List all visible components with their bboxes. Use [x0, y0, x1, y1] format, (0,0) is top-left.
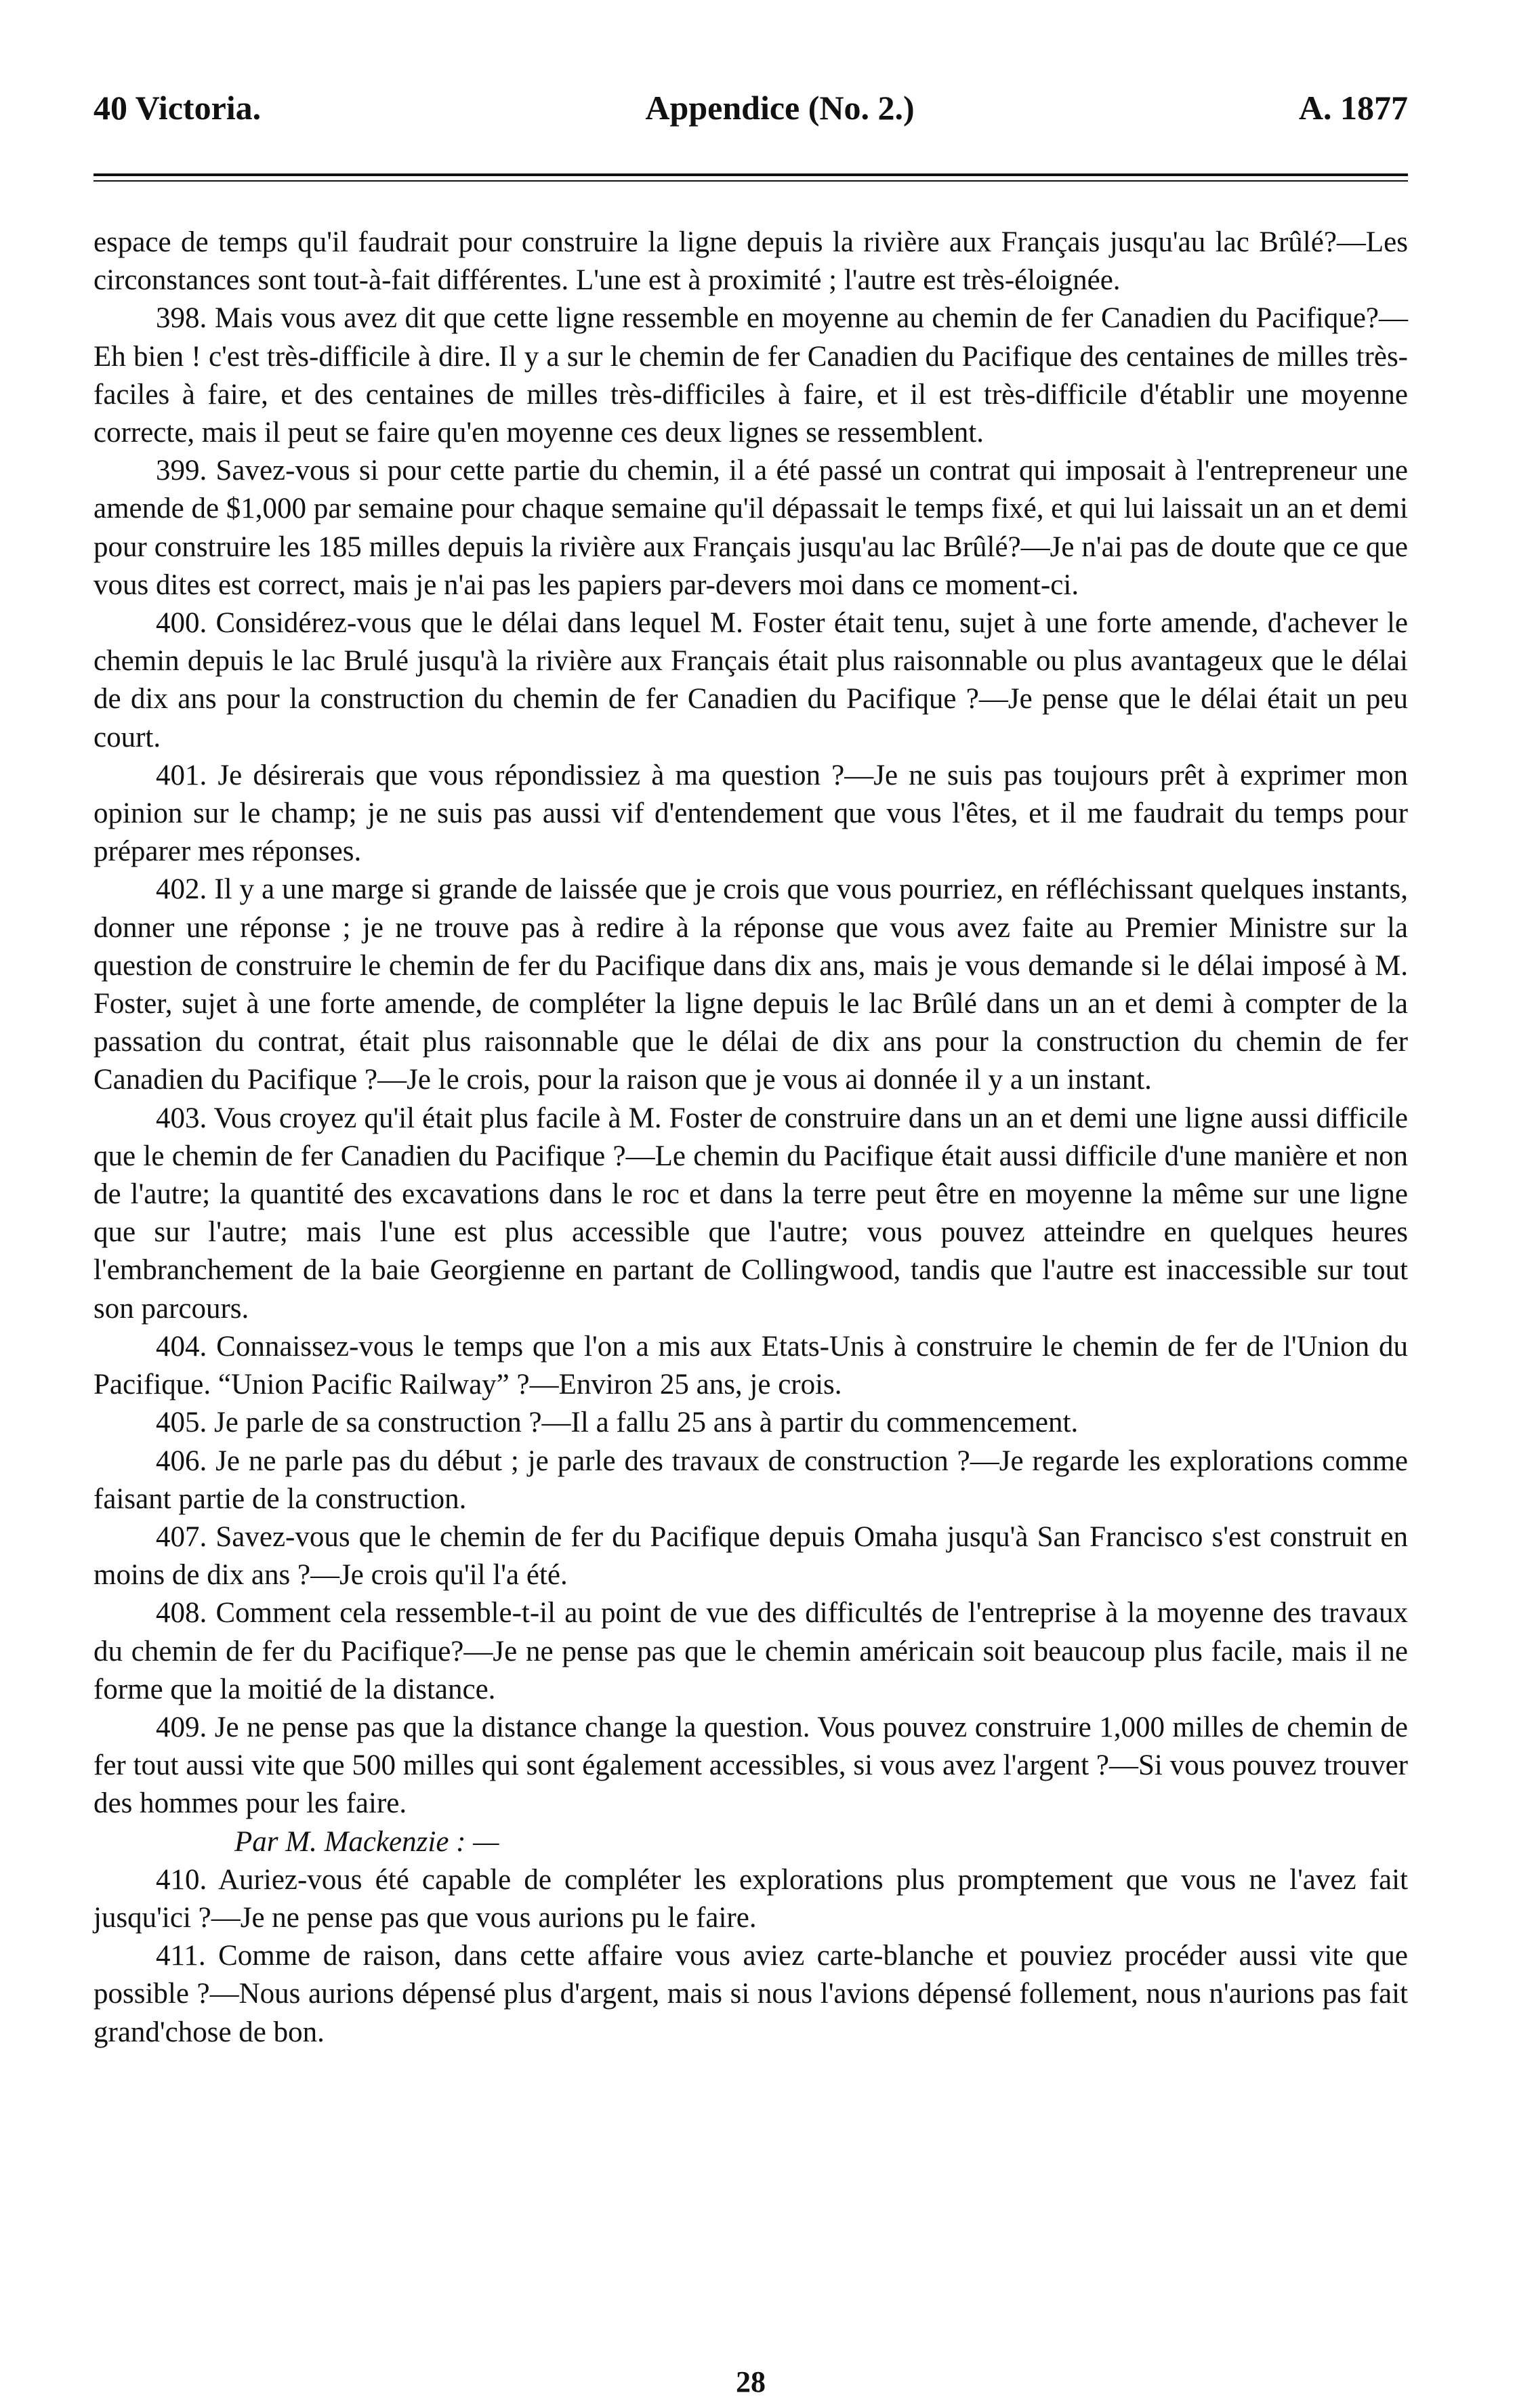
question-402: 402. Il y a une marge si grande de laissée que je crois que vous pourriez, en réfléchissant quelques instants, donner une réponse ; je ne trouve pas à redire à la réponse que vous avez faite au Premier Ministre sur la question de construire le chemin de fer du Pacifique dans dix ans, mais je vous demande si le délai imposé à M. Foster, sujet à une forte amende, de compléter la ligne depuis le lac Brûlé dans un an et demi à compter de la passation du contrat, était plus raisonnable que le délai de dix ans pour la construction du chemin de fer Canadien du Pacifique ?—Je le crois, pour la raison que je vous ai donnée il y a un instant. [94, 873, 1408, 1096]
question-408: 408. Comment cela ressemble-t-il au point de vue des difficultés de l'entreprise à la moyenne des travaux du chemin de fer du Pacifique?—Je ne pense pas que le chemin américain soit beaucoup plus facile, mais il ne forme que la moitié de la distance. [94, 1597, 1408, 1705]
question-407: 407. Savez-vous que le chemin de fer du Pacifique depuis Omaha jusqu'à San Francisco s'est construit en moins de dix ans ?—Je crois qu'il l'a été. [94, 1520, 1408, 1592]
question-400: 400. Considérez-vous que le délai dans lequel M. Foster était tenu, sujet à une forte amende, d'achever le chemin depuis le lac Brulé jusqu'à la rivière aux Français était plus raisonnable ou plus avantageux que le délai de dix ans pour la construction du chemin de fer Canadien du Pacifique ?—Je pense que le délai était un peu court. [94, 607, 1408, 753]
question-398: 398. Mais vous avez dit que cette ligne ressemble en moyenne au chemin de fer Canadien du Pacifique?—Eh bien ! c'est très-difficile à dire. Il y a sur le chemin de fer Canadien du Pacifique des centaines de milles très-faciles à faire, et des centaines de milles très-difficiles à faire, et il est très-difficile d'établir une moyenne correcte, mais il peut se faire qu'en moyenne ces deux lignes se ressemblent. [94, 302, 1408, 449]
document-page [94, 88, 1408, 2399]
paragraph-continuation: espace de temps qu'il faudrait pour construire la ligne depuis la rivière aux Français jusqu'au lac Brûlé?—Les circonstances sont tout-à-fait différentes. L'une est à proximité ; l'autre est très-éloignée. [94, 226, 1408, 297]
question-411: 411. Comme de raison, dans cette affaire vous aviez carte-blanche et pouviez procéder aussi vite que possible ?—Nous aurions dépensé plus d'argent, mais si nous l'avions dépensé follement, nous n'aurions pas fait grand'chose de bon. [94, 1940, 1408, 2048]
question-406: 406. Je ne parle pas du début ; je parle des travaux de construction ?—Je regarde les explorations comme faisant partie de la construction. [94, 1445, 1408, 1515]
header-session: 40 Victoria. [94, 89, 262, 127]
body-text [94, 224, 1408, 2052]
header-rule [94, 173, 1408, 182]
question-410: 410. Auriez-vous été capable de compléter les explorations plus promptement que vous ne l'avez fait jusqu'ici ?—Je ne pense pas que vous aurions pu le faire. [94, 1863, 1408, 1934]
page-number: 28 [736, 2365, 766, 2399]
question-404: 404. Connaissez-vous le temps que l'on a mis aux Etats-Unis à construire le chemin de fer de l'Union du Pacifique. “Union Pacific Railway” ?—Environ 25 ans, je crois. [94, 1330, 1408, 1401]
question-403: 403. Vous croyez qu'il était plus facile à M. Foster de construire dans un an et demi une ligne aussi difficile que le chemin de fer Canadien du Pacifique ?—Le chemin du Pacifique était aussi difficile d'une manière et non de l'autre; la quantité des excavations dans le roc et dans la terre peut être en moyenne la même sur une ligne que sur l'autre; mais l'une est plus accessible que l'autre; vous pouvez atteindre en quelques heures l'embranchement de la baie Georgienne en partant de Collingwood, tandis que l'autre est inaccessible sur tout son parcours. [94, 1102, 1408, 1325]
running-header [94, 88, 1408, 142]
question-401: 401. Je désirerais que vous répondissiez à ma question ?—Je ne suis pas toujours prêt à exprimer mon opinion sur le champ; je ne suis pas aussi vif d'entendement que vous l'êtes, et il me faudrait du temps pour préparer mes réponses. [94, 759, 1408, 868]
question-399: 399. Savez-vous si pour cette partie du chemin, il a été passé un contrat qui imposait à l'entrepreneur une amende de $1,000 par semaine pour chaque semaine qu'il dépassait le temps fixé, et qui lui laissait un an et demi pour construire les 185 milles depuis la rivière aux Français jusqu'au lac Brûlé?—Je n'ai pas de doute que ce que vous dites est correct, mais je n'ai pas les papiers par-devers moi dans ce moment-ci. [94, 455, 1408, 601]
header-title: Appendice (No. 2.) [645, 89, 915, 127]
question-409: 409. Je ne pense pas que la distance change la question. Vous pouvez construire 1,000 milles de chemin de fer tout aussi vite que 500 milles qui sont également accessibles, si vous avez l'argent ?—Si vous pouvez trouver des hommes pour les faire. [94, 1711, 1408, 1820]
header-year: A. 1877 [1298, 89, 1408, 127]
question-405: 405. Je parle de sa construction ?—Il a fallu 25 ans à partir du commencement. [156, 1407, 1079, 1439]
speaker-heading: Par M. Mackenzie : — [234, 1825, 499, 1858]
